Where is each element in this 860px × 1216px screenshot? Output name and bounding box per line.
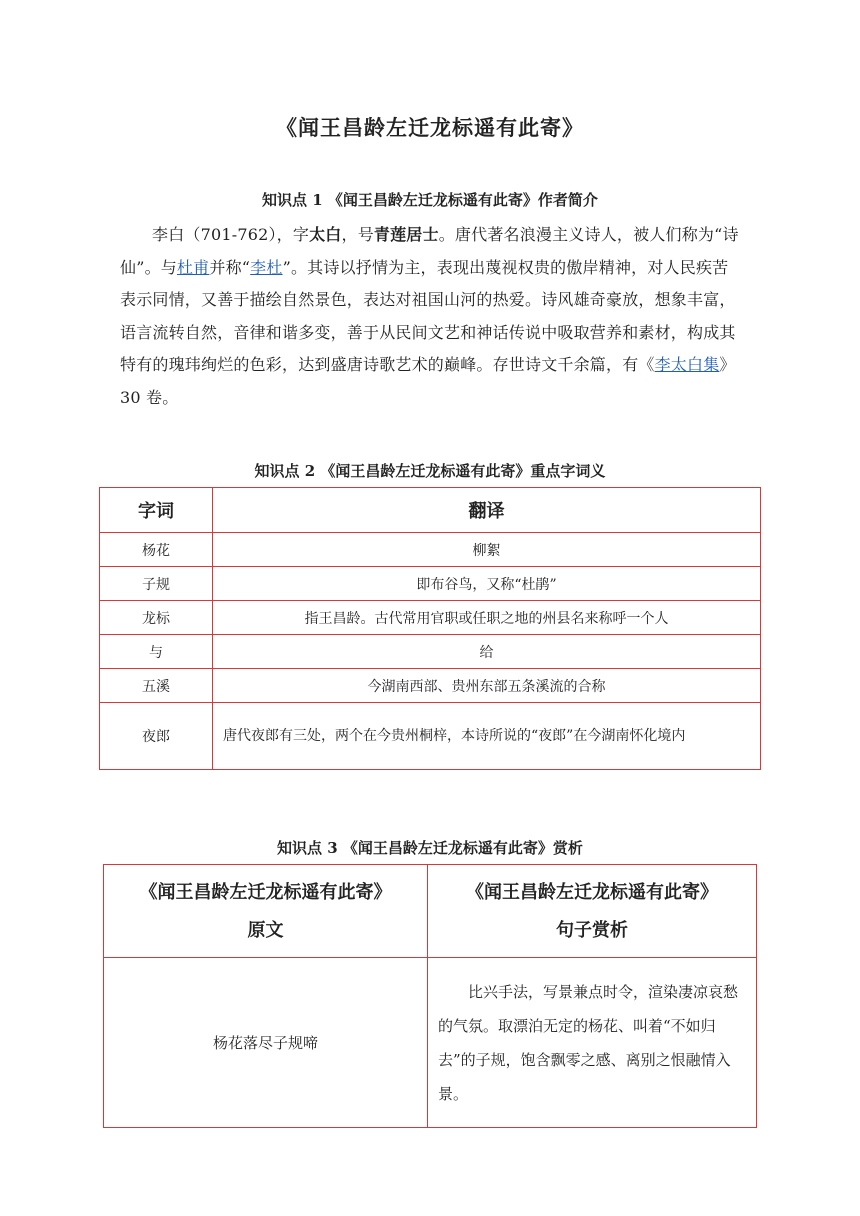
vocab-table — [99, 487, 761, 770]
vocab-word: 龙标 — [100, 601, 213, 635]
vocab-meaning: 今湖南西部、贵州东部五条溪流的合称 — [213, 669, 761, 703]
vocab-word: 杨花 — [100, 533, 213, 567]
vocab-meaning: 柳絮 — [213, 533, 761, 567]
link-li-taibai-ji[interactable]: 李太白集 — [654, 355, 720, 375]
section-heading-author: 知识点 1 《闻王昌龄左迁龙标遥有此寄》作者简介 — [262, 191, 598, 209]
vocab-word: 与 — [100, 635, 213, 669]
vocab-meaning: 唐代夜郎有三处，两个在今贵州桐梓，本诗所说的“夜郎”在今湖南怀化境内 — [213, 703, 761, 770]
vocab-header-row — [100, 488, 761, 533]
analysis-original: 杨花落尽子规啼 — [104, 958, 428, 1128]
vocab-word: 五溪 — [100, 669, 213, 703]
table-row — [100, 703, 761, 770]
vocab-meaning: 指王昌龄。古代常用官职或任职之地的州县名来称呼一个人 — [213, 601, 761, 635]
link-li-du[interactable]: 李杜 — [250, 257, 283, 277]
section-heading-vocab: 知识点 2 《闻王昌龄左迁龙标遥有此寄》重点字词义 — [254, 462, 606, 480]
table-row — [100, 635, 761, 669]
analysis-header-original: 《闻王昌龄左迁龙标遥有此寄》 原文 — [104, 865, 428, 958]
table-row — [100, 601, 761, 635]
analysis-header-appreciation: 《闻王昌龄左迁龙标遥有此寄》 句子赏析 — [428, 865, 757, 958]
table-row — [100, 567, 761, 601]
link-du-fu[interactable]: 杜甫 — [176, 257, 210, 277]
page-title: 《闻王昌龄左迁龙标遥有此寄》 — [276, 115, 584, 140]
table-row — [100, 669, 761, 703]
vocab-word: 夜郎 — [100, 703, 213, 770]
analysis-note: 比兴手法，写景兼点时令，渲染凄凉哀愁的气氛。取漂泊无定的杨花、叫着“不如归去”的子规，饱含飘零之感、离别之恨融情入景。 — [428, 958, 757, 1128]
analysis-table — [103, 864, 757, 1128]
vocab-header-word: 字词 — [100, 488, 213, 533]
vocab-header-meaning: 翻译 — [213, 488, 761, 533]
vocab-word: 子规 — [100, 567, 213, 601]
vocab-meaning: 给 — [213, 635, 761, 669]
table-row — [104, 958, 757, 1128]
vocab-meaning: 即布谷鸟，又称“杜鹃” — [213, 567, 761, 601]
section-heading-analysis: 知识点 3 《闻王昌龄左迁龙标遥有此寄》赏析 — [277, 839, 583, 857]
analysis-header-row — [104, 865, 757, 958]
author-bio: 李白（701-762），字太白，号青莲居士。唐代著名浪漫主义诗人，被人们称为“诗仙”。与杜甫并称“李杜”。其诗以抒情为主，表现出蔑视权贵的傲岸精神，对人民疾苦表示同情，又善于描绘自然景色，表达对祖国山河的热爱。诗风雄奇豪放，想象丰富，语言流转自然，音律和谐多变，善于从民间文艺和神话传说中吸取营养和素材，构成其特有的瑰玮绚烂的色彩，达到盛唐诗歌艺术的巅峰。存世诗文千余篇，有《李太白集》30 卷。 — [120, 225, 739, 407]
table-row — [100, 533, 761, 567]
